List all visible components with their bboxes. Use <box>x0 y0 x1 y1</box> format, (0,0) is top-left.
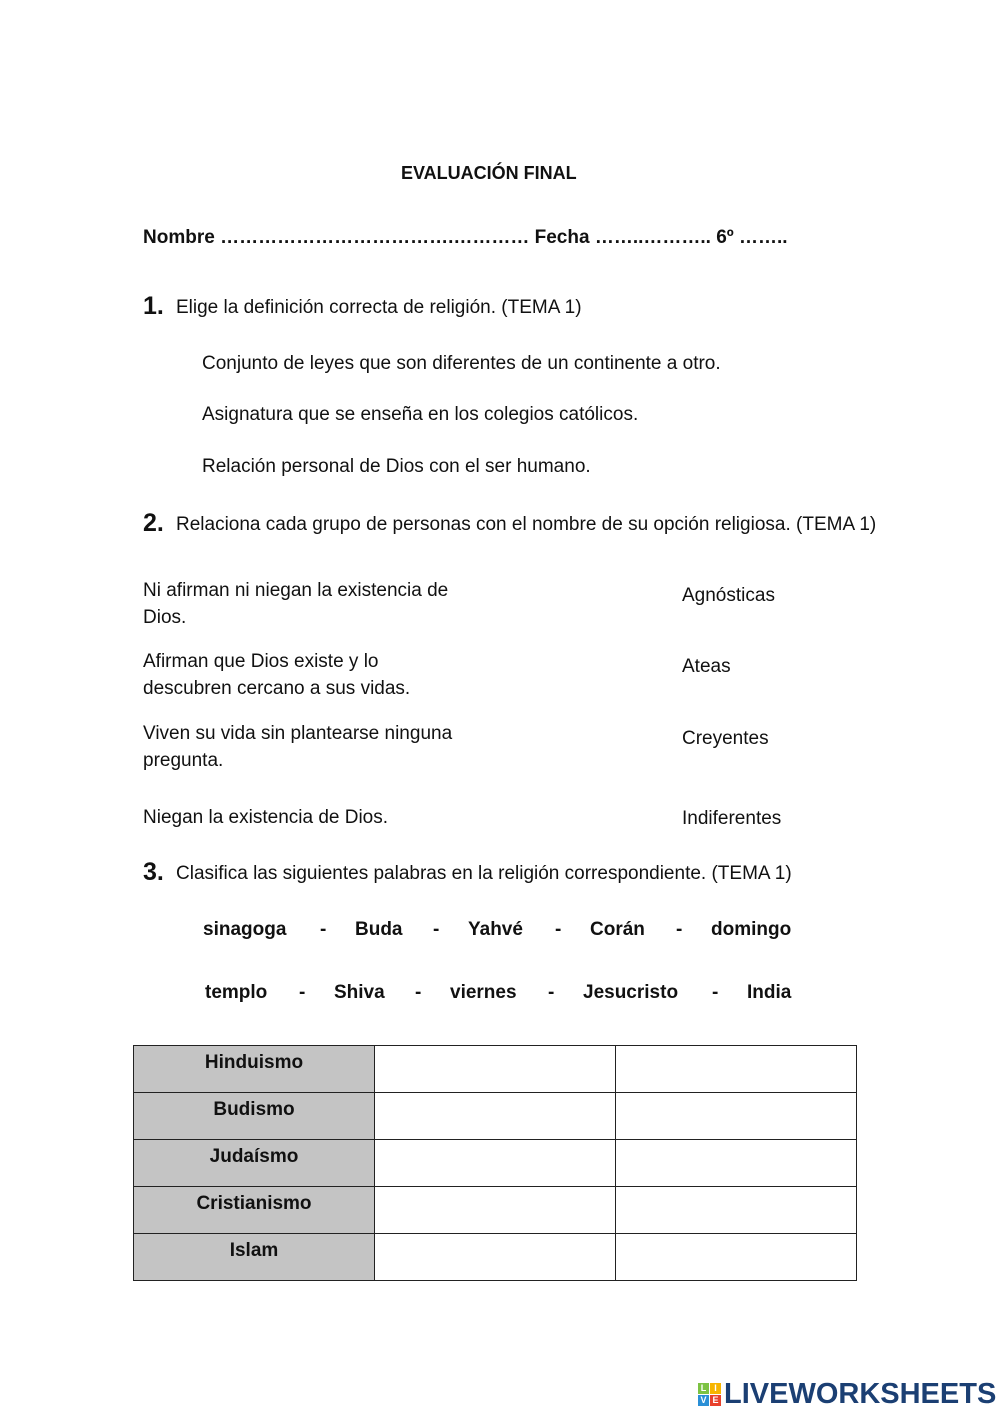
answer-cell[interactable] <box>375 1234 616 1281</box>
q1-number: 1. <box>143 292 164 320</box>
q2-right-item[interactable]: Ateas <box>682 656 731 677</box>
table-row <box>134 1046 857 1093</box>
table-row <box>134 1140 857 1187</box>
table-row <box>134 1187 857 1234</box>
q2-left-item[interactable]: Ni afirman ni niegan la existencia de Dios. <box>143 580 449 628</box>
logo-text: LIVEWORKSHEETS <box>724 1378 997 1410</box>
separator: - <box>548 982 555 1003</box>
q2-number: 2. <box>143 509 164 537</box>
q1-option[interactable]: Asignatura que se enseña en los colegios católicos. <box>202 404 639 425</box>
separator: - <box>712 982 719 1003</box>
word[interactable]: templo <box>205 982 268 1003</box>
table-row <box>134 1093 857 1140</box>
word[interactable]: Yahvé <box>468 919 523 940</box>
q2-left-item[interactable]: Viven su vida sin plantearse ninguna pregunta. <box>143 723 453 771</box>
word[interactable]: Corán <box>590 919 645 940</box>
q3-prompt: Clasifica las siguientes palabras en la religión correspondiente. (TEMA 1) <box>176 863 792 884</box>
q2-left-item[interactable]: Afirman que Dios existe y lo descubren cercano a sus vidas. <box>143 651 411 699</box>
answer-cell[interactable] <box>616 1187 857 1234</box>
religion-label: Islam <box>134 1234 375 1281</box>
logo-letter: E <box>710 1395 721 1406</box>
religion-label: Hinduismo <box>134 1046 375 1093</box>
q3-number: 3. <box>143 858 164 886</box>
table-row <box>134 1234 857 1281</box>
religion-label: Budismo <box>134 1093 375 1140</box>
q1-option[interactable]: Relación personal de Dios con el ser humano. <box>202 456 591 477</box>
separator: - <box>676 919 683 940</box>
religion-label: Cristianismo <box>134 1187 375 1234</box>
religion-label: Judaísmo <box>134 1140 375 1187</box>
logo-icon <box>698 1383 721 1406</box>
word[interactable]: viernes <box>450 982 517 1003</box>
word[interactable]: Shiva <box>334 982 385 1003</box>
word[interactable]: Jesucristo <box>583 982 679 1003</box>
q2-left-item[interactable]: Niegan la existencia de Dios. <box>143 807 389 828</box>
separator: - <box>433 919 440 940</box>
page-title: EVALUACIÓN FINAL <box>401 163 577 183</box>
answer-cell[interactable] <box>616 1140 857 1187</box>
separator: - <box>415 982 422 1003</box>
liveworksheets-logo <box>698 1378 996 1411</box>
q1-prompt: Elige la definición correcta de religión. (TEMA 1) <box>176 297 582 318</box>
answer-cell[interactable] <box>375 1187 616 1234</box>
word[interactable]: India <box>747 982 792 1003</box>
q1-option[interactable]: Conjunto de leyes que son diferentes de un continente a otro. <box>202 353 721 374</box>
logo-letter: I <box>710 1383 721 1394</box>
answer-cell[interactable] <box>616 1234 857 1281</box>
classification-table <box>133 1045 857 1281</box>
logo-letter: V <box>698 1395 709 1406</box>
name-date-line: Nombre ……………………………….………… Fecha ……..……….. 6º …….. <box>143 227 788 248</box>
answer-cell[interactable] <box>616 1093 857 1140</box>
q2-prompt: Relaciona cada grupo de personas con el nombre de su opción religiosa. (TEMA 1) <box>176 514 877 535</box>
separator: - <box>320 919 327 940</box>
q2-right-item[interactable]: Creyentes <box>682 728 769 749</box>
word[interactable]: Buda <box>355 919 403 940</box>
separator: - <box>555 919 562 940</box>
word[interactable]: domingo <box>711 919 792 940</box>
answer-cell[interactable] <box>616 1046 857 1093</box>
answer-cell[interactable] <box>375 1046 616 1093</box>
word[interactable]: sinagoga <box>203 919 287 940</box>
q2-right-item[interactable]: Agnósticas <box>682 585 775 606</box>
answer-cell[interactable] <box>375 1140 616 1187</box>
logo-letter: L <box>698 1383 709 1394</box>
answer-cell[interactable] <box>375 1093 616 1140</box>
q2-right-item[interactable]: Indiferentes <box>682 808 782 829</box>
separator: - <box>299 982 306 1003</box>
